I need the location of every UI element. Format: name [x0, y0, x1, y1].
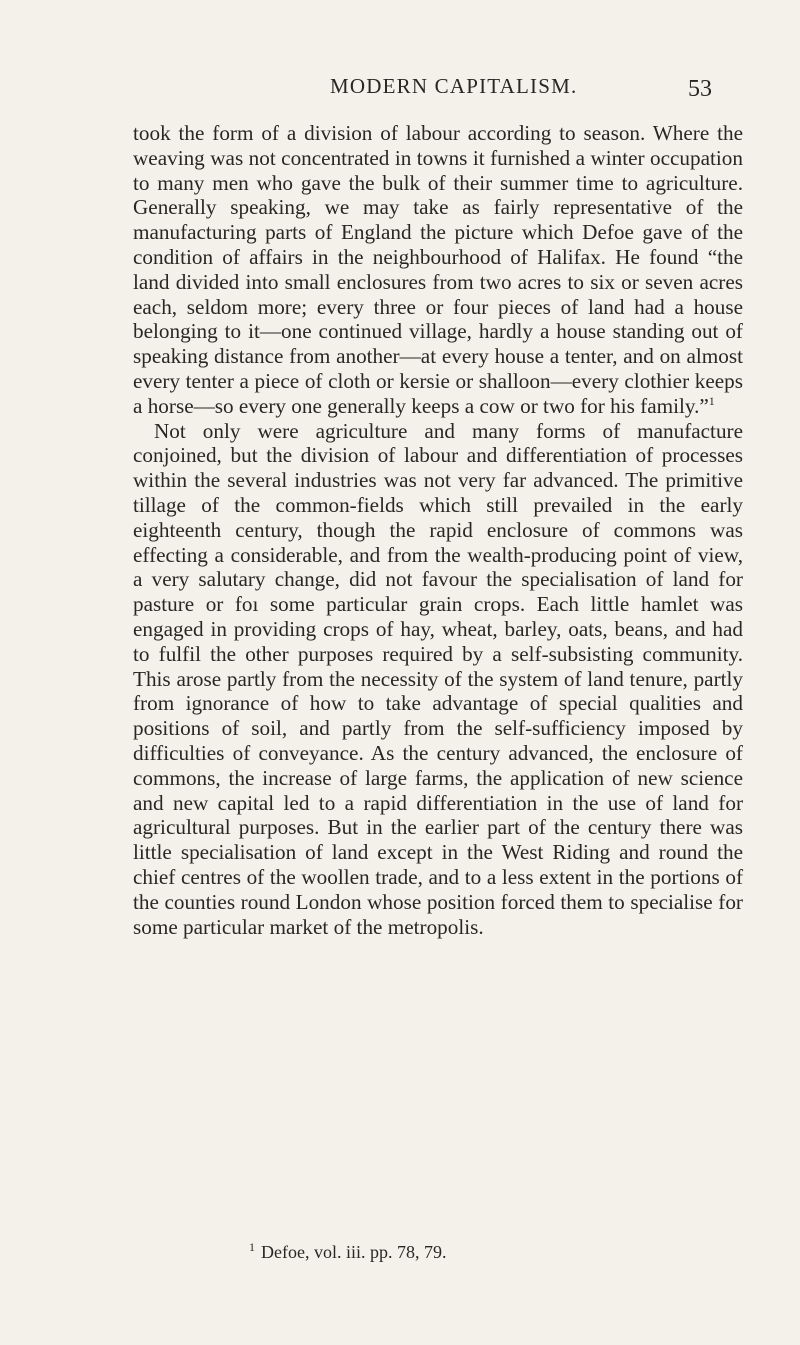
paragraph-1-text: took the form of a division of labour according to season. Where the weaving was not concentrated in towns it furnished a winter occupation to many men who gave the bulk of their summer time to agriculture. Generally speaking, we may take as fairly representative of the manufacturing parts of England the picture which Defoe gave of the condition of affairs in the neighbourhood of Halifax. He found “the land divided into small enclosures from two acres to six or seven acres each, seldom more; every three or four pieces of land had a house belonging to it—one continued village, hardly a house standing out of speaking distance from another—at every house a tenter, and on almost every tenter a piece of cloth or kersie or shalloon—every clothier keeps a horse—so every one generally keeps a cow or two for his family.” [133, 121, 743, 418]
page-number: 53 [688, 76, 712, 102]
page-header [0, 62, 800, 102]
paragraph-2: Not only were agriculture and many forms of manufacture conjoined, but the division of labour and differentiation of processes within the several industries was not very far advanced. The primitive tillage of the common-fields which still prevailed in the early eighteenth century, though the rapid enclosure of commons was effecting a considerable, and from the wealth-producing point of view, a very salutary change, did not favour the specialisation of land for pasture or foı some particular grain crops. Each little hamlet was engaged in providing crops of hay, wheat, barley, oats, beans, and had to fulfil the other purposes required by a self-subsisting community. This arose partly from the necessity of the system of land tenure, partly from ignorance of how to take advantage of special qualities and positions of soil, and partly from the self-sufficiency imposed by difficulties of conveyance. As the century advanced, the enclosure of commons, the increase of large farms, the application of new science and new capital led to a rapid differentiation in the use of land for agricultural purposes. But in the earlier part of the century there was little specialisation of land except in the West Riding and round the chief centres of the woollen trade, and to a less extent in the portions of the counties round London whose position forced them to specialise for some particular market of the metropolis. [133, 418, 743, 939]
running-head: MODERN CAPITALISM. [330, 74, 578, 98]
footnote-text: Defoe, vol. iii. pp. 78, 79. [261, 1242, 447, 1262]
paragraph-1 [133, 121, 743, 419]
footnote-reference: 1 [708, 393, 715, 408]
footnote [249, 1240, 446, 1263]
footnote-marker: 1 [249, 1240, 255, 1254]
body-text [133, 121, 743, 939]
